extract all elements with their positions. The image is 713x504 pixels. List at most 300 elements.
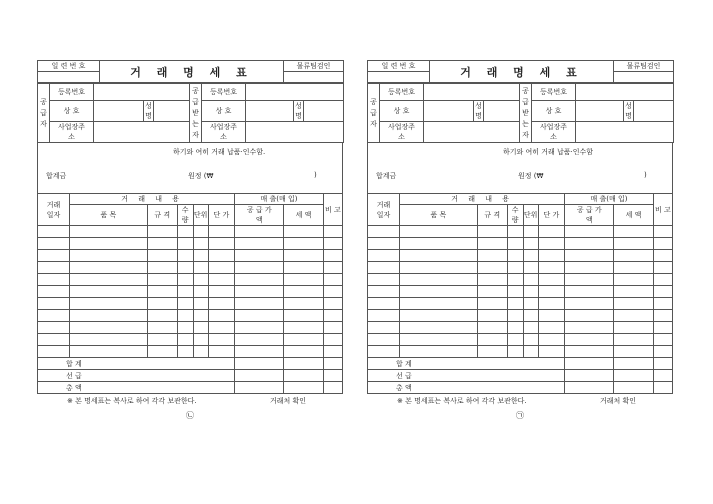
table-cell[interactable] bbox=[399, 286, 477, 298]
table-cell[interactable] bbox=[653, 310, 672, 322]
table-cell[interactable] bbox=[147, 346, 177, 358]
table-cell[interactable] bbox=[399, 250, 477, 262]
table-cell[interactable] bbox=[208, 334, 235, 346]
table-cell[interactable] bbox=[147, 298, 177, 310]
table-row bbox=[368, 346, 673, 358]
table-cell[interactable] bbox=[614, 322, 653, 334]
table-cell[interactable] bbox=[653, 322, 672, 334]
supplier-reg-no-label: 등록번호 bbox=[380, 84, 424, 101]
table-cell[interactable] bbox=[177, 334, 193, 346]
table-cell[interactable] bbox=[653, 274, 672, 286]
register-label: 물류팀검인 bbox=[614, 61, 674, 72]
table-cell[interactable] bbox=[653, 250, 672, 262]
table-cell[interactable] bbox=[323, 250, 342, 262]
table-cell[interactable] bbox=[565, 250, 614, 262]
table-cell[interactable] bbox=[368, 274, 400, 286]
table-cell[interactable] bbox=[235, 238, 284, 250]
table-cell[interactable] bbox=[147, 226, 177, 238]
register-label: 물류팀검인 bbox=[284, 61, 344, 72]
remark-header: 비 고 bbox=[653, 194, 672, 226]
table-cell[interactable] bbox=[147, 322, 177, 334]
table-cell[interactable] bbox=[69, 262, 147, 274]
table-cell[interactable] bbox=[538, 298, 565, 310]
table-cell[interactable] bbox=[323, 310, 342, 322]
table-cell[interactable] bbox=[69, 238, 147, 250]
table-cell[interactable] bbox=[38, 238, 70, 250]
table-cell[interactable] bbox=[38, 250, 70, 262]
table-cell[interactable] bbox=[399, 238, 477, 250]
table-row bbox=[38, 334, 343, 346]
table-cell[interactable] bbox=[69, 346, 147, 358]
item-rows bbox=[38, 226, 343, 358]
tax-header: 세 액 bbox=[614, 205, 653, 226]
table-cell[interactable] bbox=[69, 286, 147, 298]
table-cell[interactable] bbox=[208, 310, 235, 322]
table-cell[interactable] bbox=[177, 286, 193, 298]
table-cell[interactable] bbox=[193, 286, 208, 298]
table-cell[interactable] bbox=[38, 346, 70, 358]
table-cell[interactable] bbox=[368, 322, 400, 334]
table-cell[interactable] bbox=[523, 226, 538, 238]
table-cell[interactable] bbox=[565, 346, 614, 358]
table-cell[interactable] bbox=[614, 250, 653, 262]
table-cell[interactable] bbox=[38, 322, 70, 334]
table-cell[interactable] bbox=[565, 334, 614, 346]
subtotal-remark[interactable] bbox=[323, 358, 342, 370]
table-cell[interactable] bbox=[507, 286, 523, 298]
table-cell[interactable] bbox=[399, 298, 477, 310]
table-cell[interactable] bbox=[523, 238, 538, 250]
table-cell[interactable] bbox=[653, 262, 672, 274]
table-cell[interactable] bbox=[653, 298, 672, 310]
table-cell[interactable] bbox=[208, 262, 235, 274]
table-cell[interactable] bbox=[399, 274, 477, 286]
table-cell[interactable] bbox=[38, 298, 70, 310]
table-cell[interactable] bbox=[323, 346, 342, 358]
table-cell[interactable] bbox=[507, 238, 523, 250]
table-row bbox=[368, 322, 673, 334]
supplier-company-label: 상 호 bbox=[380, 101, 424, 122]
table-row bbox=[38, 226, 343, 238]
table-cell[interactable] bbox=[147, 310, 177, 322]
table-cell[interactable] bbox=[38, 286, 70, 298]
table-cell[interactable] bbox=[507, 322, 523, 334]
copy-note: ※ 본 명세표는 복사로 하여 각각 보관한다. bbox=[397, 397, 527, 405]
table-cell[interactable] bbox=[614, 334, 653, 346]
table-cell[interactable] bbox=[565, 274, 614, 286]
table-cell[interactable] bbox=[538, 274, 565, 286]
supplier-side-label: 공 급 자 bbox=[38, 84, 50, 143]
header-table bbox=[367, 60, 674, 83]
table-cell[interactable] bbox=[477, 262, 507, 274]
table-cell[interactable] bbox=[614, 274, 653, 286]
table-cell[interactable] bbox=[323, 238, 342, 250]
table-cell[interactable] bbox=[477, 334, 507, 346]
table-cell[interactable] bbox=[323, 286, 342, 298]
table-cell[interactable] bbox=[523, 298, 538, 310]
table-cell[interactable] bbox=[193, 226, 208, 238]
subtotal-tax[interactable] bbox=[284, 358, 323, 370]
table-cell[interactable] bbox=[565, 226, 614, 238]
grand-total-remark[interactable] bbox=[653, 382, 672, 394]
table-cell[interactable] bbox=[368, 334, 400, 346]
table-cell[interactable] bbox=[614, 262, 653, 274]
table-cell[interactable] bbox=[38, 274, 70, 286]
supplier-address-label: 사업장주 소 bbox=[380, 122, 424, 143]
table-cell[interactable] bbox=[177, 322, 193, 334]
tax-header: 세 액 bbox=[284, 205, 323, 226]
table-cell[interactable] bbox=[323, 226, 342, 238]
table-cell[interactable] bbox=[538, 346, 565, 358]
subtotal-tax[interactable] bbox=[614, 358, 653, 370]
table-cell[interactable] bbox=[193, 274, 208, 286]
table-cell[interactable] bbox=[477, 238, 507, 250]
unit-price-header: 단 가 bbox=[208, 205, 235, 226]
table-cell[interactable] bbox=[368, 250, 400, 262]
advance-remark[interactable] bbox=[323, 370, 342, 382]
receiver-company-label: 상 호 bbox=[532, 101, 576, 122]
table-cell[interactable] bbox=[38, 310, 70, 322]
remark-header: 비 고 bbox=[323, 194, 342, 226]
table-cell[interactable] bbox=[523, 310, 538, 322]
receiver-name-field[interactable] bbox=[304, 101, 344, 122]
grand-total-remark[interactable] bbox=[323, 382, 342, 394]
advance-label: 선 급 bbox=[38, 370, 235, 382]
table-cell[interactable] bbox=[523, 334, 538, 346]
header-table bbox=[37, 60, 344, 83]
table-cell[interactable] bbox=[614, 346, 653, 358]
table-cell[interactable] bbox=[523, 346, 538, 358]
receiver-reg-no-label: 등록번호 bbox=[532, 84, 576, 101]
table-cell[interactable] bbox=[193, 322, 208, 334]
table-cell[interactable] bbox=[399, 310, 477, 322]
notice-section bbox=[367, 143, 673, 193]
table-cell[interactable] bbox=[477, 286, 507, 298]
table-cell[interactable] bbox=[538, 250, 565, 262]
grand-total-supply[interactable] bbox=[565, 382, 614, 394]
supplier-reg-no-field[interactable] bbox=[94, 84, 190, 101]
transaction-header: 거 래 내 용 bbox=[399, 194, 564, 205]
table-cell[interactable] bbox=[538, 334, 565, 346]
table-cell[interactable] bbox=[523, 250, 538, 262]
table-cell[interactable] bbox=[177, 226, 193, 238]
table-cell[interactable] bbox=[477, 274, 507, 286]
table-cell[interactable] bbox=[177, 346, 193, 358]
subtotal-supply[interactable] bbox=[235, 358, 284, 370]
serial-number-field[interactable] bbox=[368, 72, 430, 83]
table-cell[interactable] bbox=[235, 346, 284, 358]
table-cell[interactable] bbox=[368, 286, 400, 298]
table-cell[interactable] bbox=[69, 274, 147, 286]
table-cell[interactable] bbox=[614, 226, 653, 238]
receiver-company-field[interactable] bbox=[246, 101, 294, 122]
supplier-name-field[interactable] bbox=[484, 101, 520, 122]
table-cell[interactable] bbox=[368, 346, 400, 358]
total-amount-close: ) bbox=[314, 171, 317, 179]
table-cell[interactable] bbox=[69, 226, 147, 238]
table-cell[interactable] bbox=[507, 274, 523, 286]
notice-section bbox=[37, 143, 343, 193]
table-cell[interactable] bbox=[284, 238, 323, 250]
table-cell[interactable] bbox=[235, 310, 284, 322]
table-row bbox=[38, 262, 343, 274]
table-cell[interactable] bbox=[38, 334, 70, 346]
table-cell[interactable] bbox=[235, 298, 284, 310]
supplier-address-field[interactable] bbox=[94, 122, 190, 143]
table-cell[interactable] bbox=[284, 310, 323, 322]
table-cell[interactable] bbox=[177, 298, 193, 310]
table-cell[interactable] bbox=[653, 226, 672, 238]
table-cell[interactable] bbox=[147, 274, 177, 286]
table-cell[interactable] bbox=[507, 226, 523, 238]
table-row bbox=[38, 250, 343, 262]
table-cell[interactable] bbox=[177, 262, 193, 274]
spec-header: 규 격 bbox=[147, 205, 177, 226]
table-cell[interactable] bbox=[177, 250, 193, 262]
total-amount-won: 원정 (₩ bbox=[518, 172, 544, 180]
grand-total-tax[interactable] bbox=[614, 382, 653, 394]
items-table bbox=[367, 193, 673, 394]
receiver-name-label: 성 명 bbox=[295, 102, 302, 120]
receiver-company-field[interactable] bbox=[576, 101, 624, 122]
table-cell[interactable] bbox=[323, 298, 342, 310]
table-cell[interactable] bbox=[507, 346, 523, 358]
table-cell[interactable] bbox=[399, 262, 477, 274]
form-title: 거 래 명 세 표 bbox=[430, 61, 614, 83]
table-cell[interactable] bbox=[565, 286, 614, 298]
table-row bbox=[368, 262, 673, 274]
table-cell[interactable] bbox=[284, 262, 323, 274]
table-cell[interactable] bbox=[235, 250, 284, 262]
table-cell[interactable] bbox=[235, 286, 284, 298]
receiver-address-label: 사업장주 소 bbox=[202, 122, 246, 143]
receiver-company-label: 상 호 bbox=[202, 101, 246, 122]
table-cell[interactable] bbox=[477, 298, 507, 310]
table-cell[interactable] bbox=[284, 298, 323, 310]
table-cell[interactable] bbox=[38, 262, 70, 274]
table-cell[interactable] bbox=[177, 238, 193, 250]
table-cell[interactable] bbox=[235, 322, 284, 334]
total-amount-label: 합계금 bbox=[46, 172, 67, 180]
serial-number-field[interactable] bbox=[38, 72, 100, 83]
table-cell[interactable] bbox=[538, 262, 565, 274]
table-cell[interactable] bbox=[193, 250, 208, 262]
table-cell[interactable] bbox=[399, 346, 477, 358]
advance-tax[interactable] bbox=[284, 370, 323, 382]
subtotal-label: 합 계 bbox=[38, 358, 235, 370]
table-cell[interactable] bbox=[614, 298, 653, 310]
table-cell[interactable] bbox=[507, 334, 523, 346]
table-cell[interactable] bbox=[368, 238, 400, 250]
table-cell[interactable] bbox=[147, 262, 177, 274]
table-cell[interactable] bbox=[284, 346, 323, 358]
table-row bbox=[38, 322, 343, 334]
table-cell[interactable] bbox=[193, 262, 208, 274]
table-cell[interactable] bbox=[69, 298, 147, 310]
table-row bbox=[368, 274, 673, 286]
table-cell[interactable] bbox=[284, 274, 323, 286]
table-cell[interactable] bbox=[208, 346, 235, 358]
table-cell[interactable] bbox=[208, 274, 235, 286]
table-cell[interactable] bbox=[653, 238, 672, 250]
table-cell[interactable] bbox=[565, 238, 614, 250]
table-cell[interactable] bbox=[653, 334, 672, 346]
table-cell[interactable] bbox=[653, 346, 672, 358]
table-cell[interactable] bbox=[523, 274, 538, 286]
table-cell[interactable] bbox=[69, 322, 147, 334]
table-cell[interactable] bbox=[284, 334, 323, 346]
table-cell[interactable] bbox=[147, 250, 177, 262]
client-confirm: 거래처 확인 bbox=[600, 397, 637, 405]
table-cell[interactable] bbox=[477, 250, 507, 262]
grand-total-supply[interactable] bbox=[235, 382, 284, 394]
table-cell[interactable] bbox=[507, 250, 523, 262]
serial-number-label: 일 련 번 호 bbox=[38, 61, 100, 72]
table-cell[interactable] bbox=[399, 334, 477, 346]
table-cell[interactable] bbox=[507, 262, 523, 274]
table-cell[interactable] bbox=[538, 310, 565, 322]
table-cell[interactable] bbox=[507, 310, 523, 322]
table-cell[interactable] bbox=[538, 286, 565, 298]
register-field[interactable] bbox=[284, 72, 344, 83]
supplier-reg-no-field[interactable] bbox=[424, 84, 520, 101]
table-cell[interactable] bbox=[507, 298, 523, 310]
supplier-company-field[interactable] bbox=[424, 101, 474, 122]
table-cell[interactable] bbox=[523, 262, 538, 274]
table-cell[interactable] bbox=[538, 238, 565, 250]
table-row bbox=[368, 334, 673, 346]
advance-supply[interactable] bbox=[235, 370, 284, 382]
copy-mark: ㉡ bbox=[186, 411, 194, 420]
sales-header: 매 출(매 입) bbox=[565, 194, 654, 205]
date-header: 거래 일자 bbox=[38, 194, 70, 226]
table-cell[interactable] bbox=[208, 226, 235, 238]
table-cell[interactable] bbox=[477, 226, 507, 238]
supplier-name-label: 성 명 bbox=[145, 102, 152, 120]
receiver-name-label: 성 명 bbox=[625, 102, 632, 120]
table-cell[interactable] bbox=[208, 298, 235, 310]
table-cell[interactable] bbox=[235, 274, 284, 286]
receiver-address-label: 사업장주 소 bbox=[532, 122, 576, 143]
table-cell[interactable] bbox=[368, 298, 400, 310]
receiver-reg-no-field[interactable] bbox=[246, 84, 344, 101]
supplier-address-field[interactable] bbox=[424, 122, 520, 143]
table-cell[interactable] bbox=[565, 262, 614, 274]
table-cell[interactable] bbox=[284, 250, 323, 262]
receiver-address-field[interactable] bbox=[576, 122, 674, 143]
footnote bbox=[367, 396, 673, 406]
receiver-name-field[interactable] bbox=[634, 101, 674, 122]
table-cell[interactable] bbox=[208, 250, 235, 262]
table-cell[interactable] bbox=[235, 334, 284, 346]
table-cell[interactable] bbox=[193, 334, 208, 346]
table-cell[interactable] bbox=[565, 322, 614, 334]
table-cell[interactable] bbox=[147, 334, 177, 346]
supplier-name-field[interactable] bbox=[154, 101, 190, 122]
table-cell[interactable] bbox=[193, 238, 208, 250]
table-cell[interactable] bbox=[477, 310, 507, 322]
table-cell[interactable] bbox=[653, 286, 672, 298]
table-cell[interactable] bbox=[208, 286, 235, 298]
table-row bbox=[38, 346, 343, 358]
table-cell[interactable] bbox=[323, 322, 342, 334]
table-cell[interactable] bbox=[477, 346, 507, 358]
supplier-side-label: 공 급 자 bbox=[368, 84, 380, 143]
supplier-address-label: 사업장주 소 bbox=[50, 122, 94, 143]
table-cell[interactable] bbox=[284, 322, 323, 334]
table-cell[interactable] bbox=[614, 286, 653, 298]
receiver-reg-no-field[interactable] bbox=[576, 84, 674, 101]
transaction-statement-form bbox=[37, 60, 343, 421]
table-cell[interactable] bbox=[565, 310, 614, 322]
table-cell[interactable] bbox=[193, 310, 208, 322]
receiver-address-field[interactable] bbox=[246, 122, 344, 143]
table-cell[interactable] bbox=[69, 250, 147, 262]
supply-amount-header: 공 급 가 액 bbox=[235, 205, 284, 226]
table-cell[interactable] bbox=[284, 286, 323, 298]
table-cell[interactable] bbox=[523, 286, 538, 298]
table-cell[interactable] bbox=[193, 346, 208, 358]
table-cell[interactable] bbox=[368, 226, 400, 238]
table-row bbox=[368, 238, 673, 250]
table-cell[interactable] bbox=[538, 226, 565, 238]
advance-remark[interactable] bbox=[653, 370, 672, 382]
table-cell[interactable] bbox=[368, 310, 400, 322]
table-cell[interactable] bbox=[399, 322, 477, 334]
table-cell[interactable] bbox=[323, 334, 342, 346]
table-cell[interactable] bbox=[565, 298, 614, 310]
table-cell[interactable] bbox=[235, 226, 284, 238]
table-cell[interactable] bbox=[69, 310, 147, 322]
table-cell[interactable] bbox=[177, 274, 193, 286]
form-title: 거 래 명 세 표 bbox=[100, 61, 284, 83]
supplier-company-label: 상 호 bbox=[50, 101, 94, 122]
table-cell[interactable] bbox=[177, 310, 193, 322]
table-cell[interactable] bbox=[69, 334, 147, 346]
table-cell[interactable] bbox=[208, 322, 235, 334]
table-cell[interactable] bbox=[208, 238, 235, 250]
table-cell[interactable] bbox=[323, 262, 342, 274]
table-row bbox=[368, 286, 673, 298]
advance-tax[interactable] bbox=[614, 370, 653, 382]
supplier-company-field[interactable] bbox=[94, 101, 144, 122]
advance-supply[interactable] bbox=[565, 370, 614, 382]
table-row bbox=[368, 298, 673, 310]
table-cell[interactable] bbox=[399, 226, 477, 238]
grand-total-tax[interactable] bbox=[284, 382, 323, 394]
table-cell[interactable] bbox=[38, 226, 70, 238]
subtotal-supply[interactable] bbox=[565, 358, 614, 370]
table-cell[interactable] bbox=[323, 274, 342, 286]
table-cell[interactable] bbox=[614, 310, 653, 322]
date-header: 거래 일자 bbox=[368, 194, 400, 226]
table-cell[interactable] bbox=[368, 262, 400, 274]
table-cell[interactable] bbox=[235, 262, 284, 274]
qty-header: 수 량 bbox=[177, 205, 193, 226]
table-cell[interactable] bbox=[538, 322, 565, 334]
table-cell[interactable] bbox=[193, 298, 208, 310]
table-cell[interactable] bbox=[147, 286, 177, 298]
table-cell[interactable] bbox=[523, 322, 538, 334]
table-cell[interactable] bbox=[284, 226, 323, 238]
grand-total-label: 총 액 bbox=[38, 382, 235, 394]
subtotal-remark[interactable] bbox=[653, 358, 672, 370]
register-field[interactable] bbox=[614, 72, 674, 83]
table-cell[interactable] bbox=[477, 322, 507, 334]
table-cell[interactable] bbox=[147, 238, 177, 250]
table-cell[interactable] bbox=[614, 238, 653, 250]
notice-sentence: 하기와 여히 거래 납품·인수함. bbox=[173, 148, 266, 156]
